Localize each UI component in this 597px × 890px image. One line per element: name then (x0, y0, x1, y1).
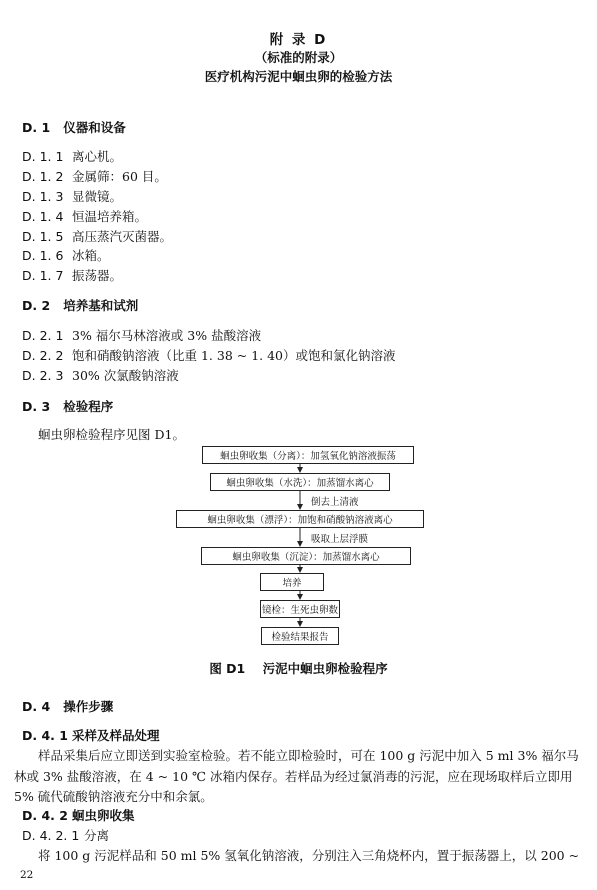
flow-box-report: 检验结果报告 (261, 627, 339, 645)
flow-label-film: 吸取上层浮膜 (311, 534, 369, 545)
list-item: D. 1. 4 恒温培养箱。 (22, 209, 148, 224)
flow-box-flotation: 蛔虫卵收集（漂浮）：加饱和硝酸钠溶液离心 (176, 510, 424, 528)
flow-box-wash: 蛔虫卵收集（水洗）：加蒸馏水离心 (210, 473, 390, 491)
flow-box-sediment: 蛔虫卵收集（沉淀）：加蒸馏水离心 (201, 547, 411, 565)
page-number: 22 (20, 869, 34, 881)
subsection-d421-heading: D. 4. 2. 1 分离 (22, 828, 110, 843)
section-number: D. 1 (22, 120, 51, 135)
section-title: 仪器和设备 (63, 120, 126, 135)
figure-caption: 图 D1 污泥中蛔虫卵检验程序 (209, 661, 388, 676)
list-item: D. 1. 5 高压蒸汽灭菌器。 (22, 229, 173, 244)
paragraph: 蛔虫卵检验程序见图 D1。 (38, 427, 185, 442)
paragraph-line: 样品采集后应立即送到实验室检验。若不能立即检验时，可在 100 g 污泥中加入 5 ml 3% 福尔马 (38, 748, 579, 763)
list-item: D. 2. 2 饱和硝酸钠溶液（比重 1. 38 ~ 1. 40）或饱和氯化钠溶液 (22, 348, 396, 363)
list-item: D. 2. 1 3% 福尔马林溶液或 3% 盐酸溶液 (22, 328, 262, 343)
section-title: 培养基和试剂 (63, 298, 139, 313)
section-number: D. 2 (22, 298, 51, 313)
section-number: D. 3 (22, 399, 51, 414)
subsection-d42-heading: D. 4. 2 蛔虫卵收集 (22, 808, 135, 823)
appendix-heading: 附 录 D (269, 32, 328, 48)
paragraph-line: 林或 3% 盐酸溶液，在 4 ~ 10 ℃ 冰箱内保存。若样品为经过氯消毒的污泥，应在现场取样后立即用 (14, 769, 573, 784)
paragraph-line: 5% 硫代硫酸钠溶液充分中和余氯。 (14, 789, 213, 804)
section-title: 检验程序 (63, 399, 114, 414)
list-item: D. 1. 3 显微镜。 (22, 189, 123, 204)
list-item: D. 1. 6 冰箱。 (22, 248, 110, 263)
list-item: D. 2. 3 30% 次氯酸钠溶液 (22, 368, 179, 383)
appendix-type: （标准的附录） (254, 50, 343, 65)
list-item: D. 1. 7 振荡器。 (22, 268, 123, 283)
subsection-d41-heading: D. 4. 1 采样及样品处理 (22, 728, 160, 743)
section-number: D. 4 (22, 699, 51, 714)
flow-label-decant: 倒去上清液 (311, 497, 359, 508)
section-title: 操作步骤 (63, 699, 114, 714)
flow-box-separation: 蛔虫卵收集（分离）：加氢氧化钠溶液振荡 (202, 446, 414, 464)
appendix-title: 医疗机构污泥中蛔虫卵的检验方法 (204, 69, 393, 84)
flow-box-culture: 培养 (260, 573, 324, 591)
paragraph-line: 将 100 g 污泥样品和 50 ml 5% 氢氧化钠溶液，分别注入三角烧杯内，置于振荡器上，以 200 ~ (38, 848, 580, 863)
flow-box-microscopy: 镜检：生死虫卵数 (260, 600, 340, 618)
section-d4-heading (22, 697, 113, 715)
list-item: D. 1. 1 离心机。 (22, 149, 123, 164)
list-item: D. 1. 2 金属筛：60 目。 (22, 169, 167, 184)
